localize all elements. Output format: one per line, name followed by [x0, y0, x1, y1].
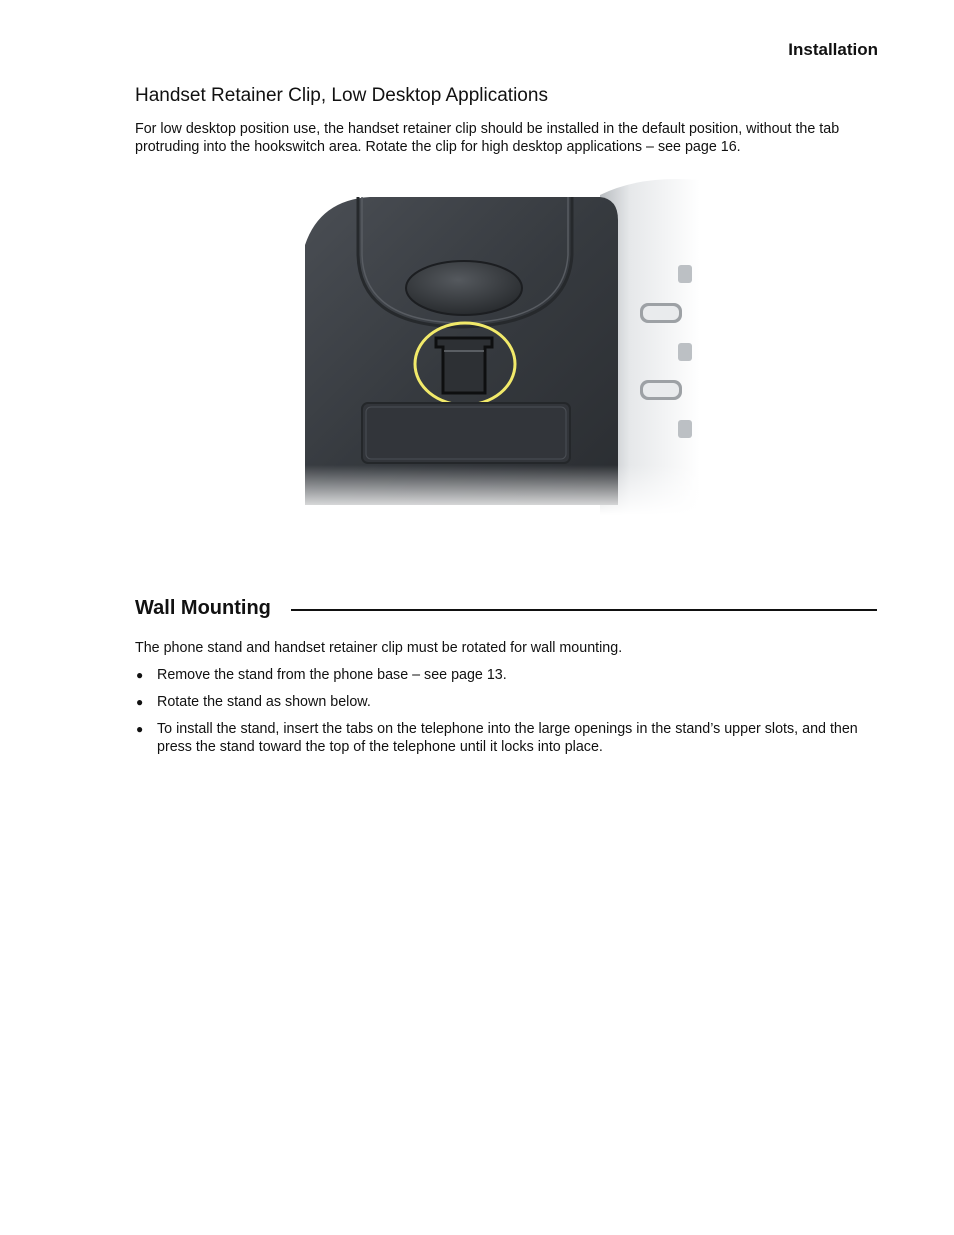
wall-mounting-heading: Wall Mounting	[135, 596, 271, 619]
running-header: Installation	[788, 40, 878, 59]
heading-rule	[291, 609, 877, 611]
step-text: Remove the stand from the phone base – see page 13.	[157, 667, 507, 683]
bullet-icon: ●	[136, 722, 144, 736]
bullet-icon: ●	[136, 668, 144, 682]
bullet-icon: ●	[136, 695, 144, 709]
retainer-clip-figure	[300, 175, 700, 515]
wall-mounting-steps	[135, 666, 877, 765]
list-item	[135, 720, 877, 756]
list-item	[135, 693, 877, 711]
step-text: Rotate the stand as shown below.	[157, 694, 371, 710]
wall-mounting-heading-row	[135, 594, 877, 622]
handset-retainer-clip-photo	[300, 175, 700, 515]
retainer-clip-heading: Handset Retainer Clip, Low Desktop Applications	[135, 85, 548, 106]
retainer-clip-paragraph: For low desktop position use, the handset retainer clip should be installed in the default position, without the tab protruding into the hookswitch area. Rotate the clip for high desktop applications – see page 16.	[135, 121, 840, 155]
wall-mounting-intro: The phone stand and handset retainer clip must be rotated for wall mounting.	[135, 640, 623, 656]
list-item	[135, 666, 877, 684]
step-text: To install the stand, insert the tabs on the telephone into the large openings in the stand’s upper slots, and then press the stand toward the top of the telephone until it locks into place.	[157, 721, 858, 755]
